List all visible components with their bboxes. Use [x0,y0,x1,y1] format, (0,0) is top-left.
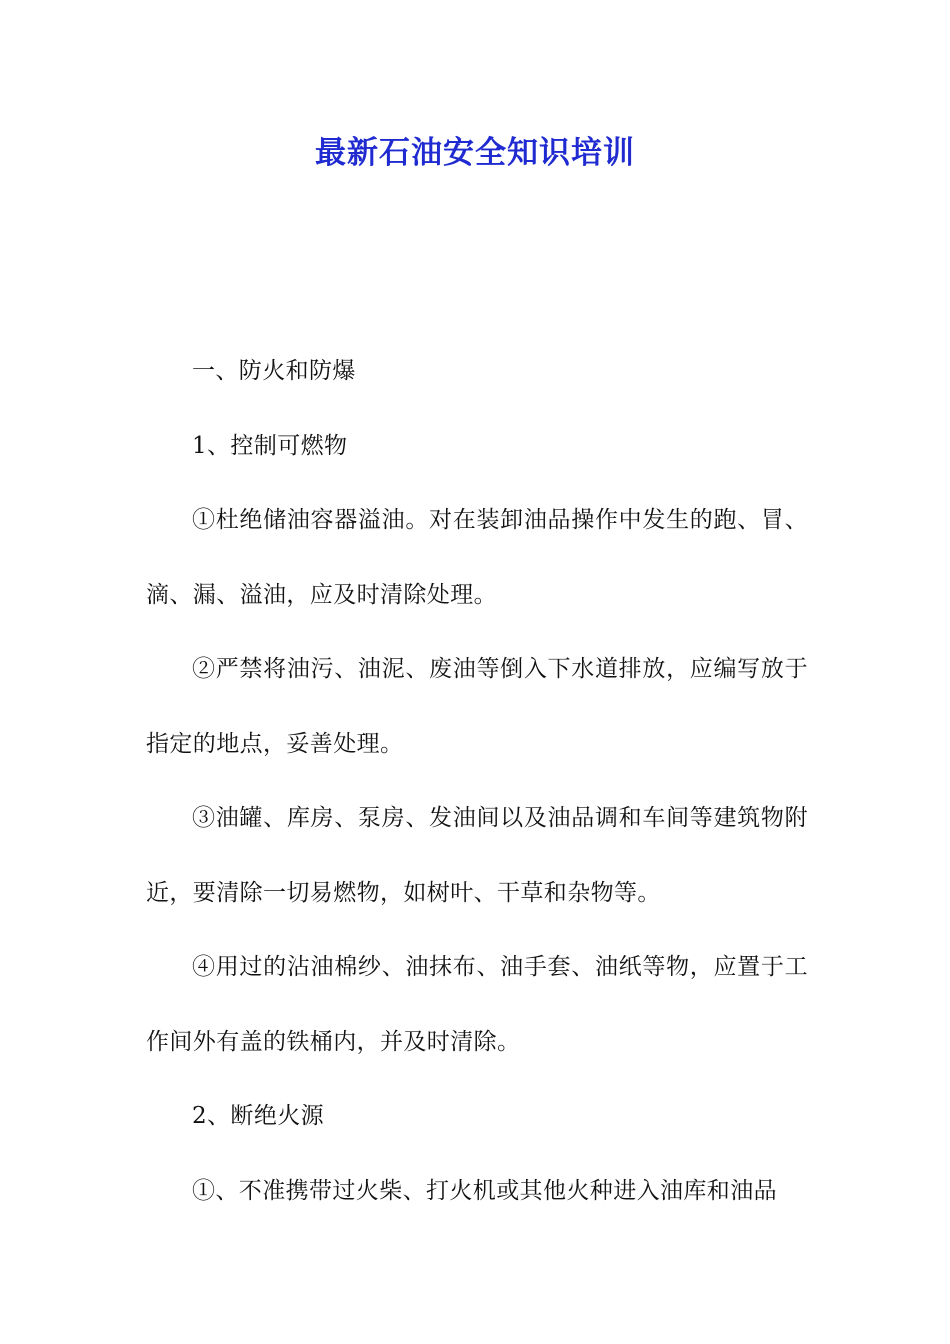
paragraph-item-4: ④用过的沾油棉纱、油抹布、油手套、油纸等物，应置于工作间外有盖的铁桶内，并及时清除。 [146,954,808,1055]
paragraph-item-2: ②严禁将油污、油泥、废油等倒入下水道排放，应编写放于指定的地点，妥善处理。 [146,656,808,757]
paragraph-item-3: ③油罐、库房、泵房、发油间以及油品调和车间等建筑物附近，要清除一切易燃物，如树叶、干草和杂物等。 [146,805,808,906]
section-heading-fire-explosion: 一、防火和防爆 [192,358,356,384]
document-title: 最新石油安全知识培训 [315,135,635,171]
document-body [146,334,808,1228]
subsection-heading-cut-off-ignition: 2、断绝火源 [192,1103,325,1129]
paragraph-item-5: ①、不准携带过火柴、打火机或其他火种进入油库和油品 [192,1177,777,1204]
subsection-heading-control-combustibles: 1、控制可燃物 [192,432,348,459]
paragraph-item-1: ①杜绝储油容器溢油。对在装卸油品操作中发生的跑、冒、滴、漏、溢油，应及时清除处理。 [146,507,808,608]
